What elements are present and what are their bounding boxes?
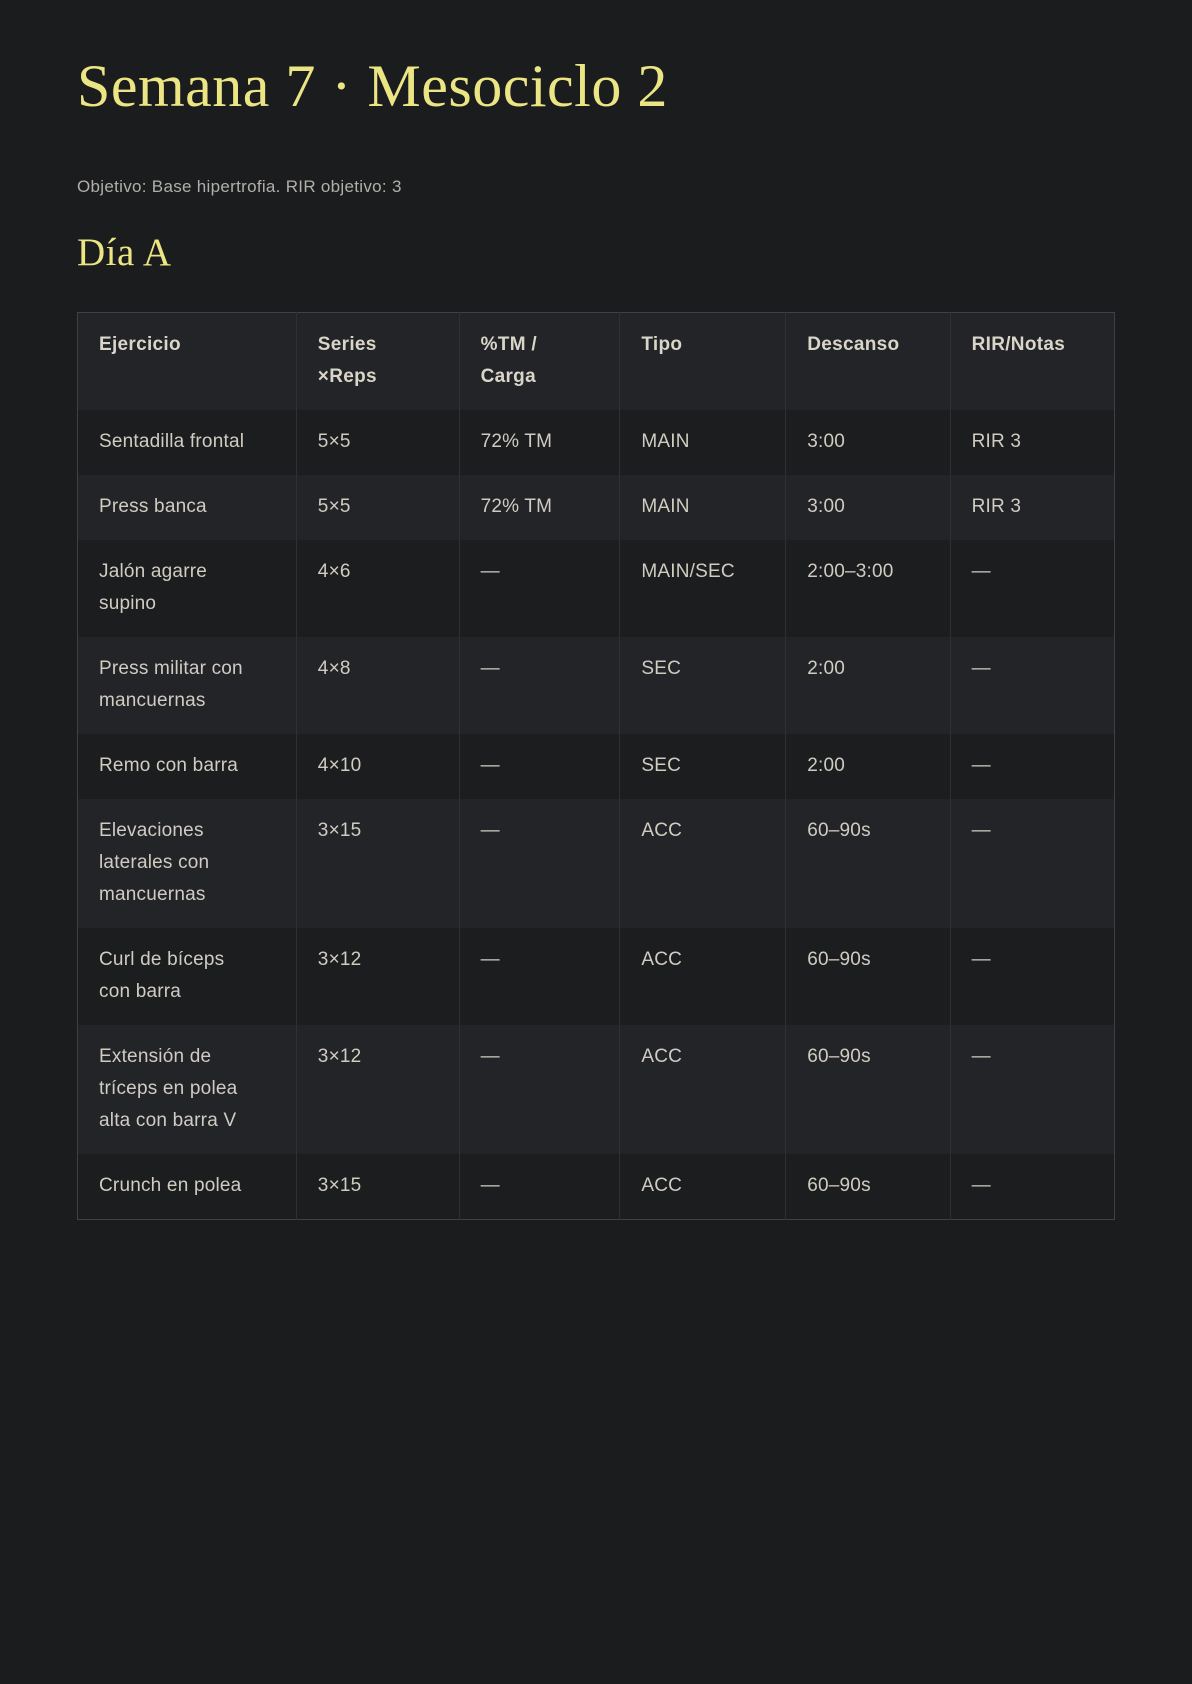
cell-tm-carga: 72% TM <box>459 410 620 475</box>
cell-ejercicio: Press banca <box>78 475 297 540</box>
cell-descanso: 3:00 <box>786 410 950 475</box>
cell-ejercicio: Remo con barra <box>78 734 297 799</box>
table-body <box>78 410 1115 1220</box>
table-header <box>78 312 1115 410</box>
cell-rir-notas: RIR 3 <box>950 410 1114 475</box>
cell-descanso: 3:00 <box>786 475 950 540</box>
cell-descanso: 2:00 <box>786 734 950 799</box>
cell-tipo: ACC <box>620 799 786 928</box>
cell-ejercicio: Jalón agarre supino <box>78 540 297 637</box>
table-header-row <box>78 312 1115 410</box>
table-row <box>78 1025 1115 1154</box>
cell-tipo: MAIN <box>620 475 786 540</box>
cell-series-reps: 4×6 <box>296 540 459 637</box>
workout-table <box>77 312 1115 1220</box>
column-header-tipo: Tipo <box>620 312 786 410</box>
cell-tipo: MAIN/SEC <box>620 540 786 637</box>
cell-rir-notas: — <box>950 540 1114 637</box>
cell-rir-notas: — <box>950 734 1114 799</box>
cell-series-reps: 3×12 <box>296 928 459 1025</box>
table-row <box>78 540 1115 637</box>
cell-rir-notas: — <box>950 637 1114 734</box>
cell-tm-carga: — <box>459 1025 620 1154</box>
cell-tm-carga: — <box>459 734 620 799</box>
cell-series-reps: 4×10 <box>296 734 459 799</box>
cell-tipo: ACC <box>620 1154 786 1220</box>
cell-tipo: ACC <box>620 928 786 1025</box>
table-row <box>78 1154 1115 1220</box>
page-title: Semana 7 · Mesociclo 2 <box>77 53 668 119</box>
cell-tipo: MAIN <box>620 410 786 475</box>
day-a-heading: Día A <box>77 230 172 274</box>
cell-series-reps: 5×5 <box>296 475 459 540</box>
cell-tipo: SEC <box>620 734 786 799</box>
column-header-ejercicio: Ejercicio <box>78 312 297 410</box>
cell-series-reps: 3×15 <box>296 1154 459 1220</box>
cell-descanso: 2:00 <box>786 637 950 734</box>
cell-tm-carga: — <box>459 637 620 734</box>
table-row <box>78 734 1115 799</box>
cell-descanso: 60–90s <box>786 1154 950 1220</box>
cell-tm-carga: — <box>459 540 620 637</box>
cell-rir-notas: — <box>950 1025 1114 1154</box>
cell-series-reps: 4×8 <box>296 637 459 734</box>
column-header-descanso: Descanso <box>786 312 950 410</box>
table-row <box>78 637 1115 734</box>
table-row <box>78 410 1115 475</box>
objective-text: Objetivo: Base hipertrofia. RIR objetivo: 3 <box>77 177 402 196</box>
cell-tipo: SEC <box>620 637 786 734</box>
cell-rir-notas: — <box>950 799 1114 928</box>
cell-tm-carga: — <box>459 1154 620 1220</box>
table-row <box>78 928 1115 1025</box>
table-row <box>78 475 1115 540</box>
cell-descanso: 60–90s <box>786 1025 950 1154</box>
cell-ejercicio: Press militar con mancuernas <box>78 637 297 734</box>
cell-rir-notas: — <box>950 928 1114 1025</box>
table-row <box>78 799 1115 928</box>
cell-descanso: 2:00–3:00 <box>786 540 950 637</box>
cell-tm-carga: — <box>459 928 620 1025</box>
workout-plan-page <box>0 53 1192 1220</box>
column-header-tm-carga: %TM / Carga <box>459 312 620 410</box>
cell-descanso: 60–90s <box>786 799 950 928</box>
cell-ejercicio: Sentadilla frontal <box>78 410 297 475</box>
cell-ejercicio: Crunch en polea <box>78 1154 297 1220</box>
column-header-series-reps: Series ×Reps <box>296 312 459 410</box>
cell-series-reps: 5×5 <box>296 410 459 475</box>
column-header-rir-notas: RIR/Notas <box>950 312 1114 410</box>
cell-tipo: ACC <box>620 1025 786 1154</box>
cell-ejercicio: Curl de bíceps con barra <box>78 928 297 1025</box>
cell-ejercicio: Extensión de tríceps en polea alta con barra V <box>78 1025 297 1154</box>
cell-series-reps: 3×15 <box>296 799 459 928</box>
cell-series-reps: 3×12 <box>296 1025 459 1154</box>
cell-tm-carga: 72% TM <box>459 475 620 540</box>
cell-ejercicio: Elevaciones laterales con mancuernas <box>78 799 297 928</box>
cell-rir-notas: — <box>950 1154 1114 1220</box>
cell-descanso: 60–90s <box>786 928 950 1025</box>
cell-rir-notas: RIR 3 <box>950 475 1114 540</box>
cell-tm-carga: — <box>459 799 620 928</box>
